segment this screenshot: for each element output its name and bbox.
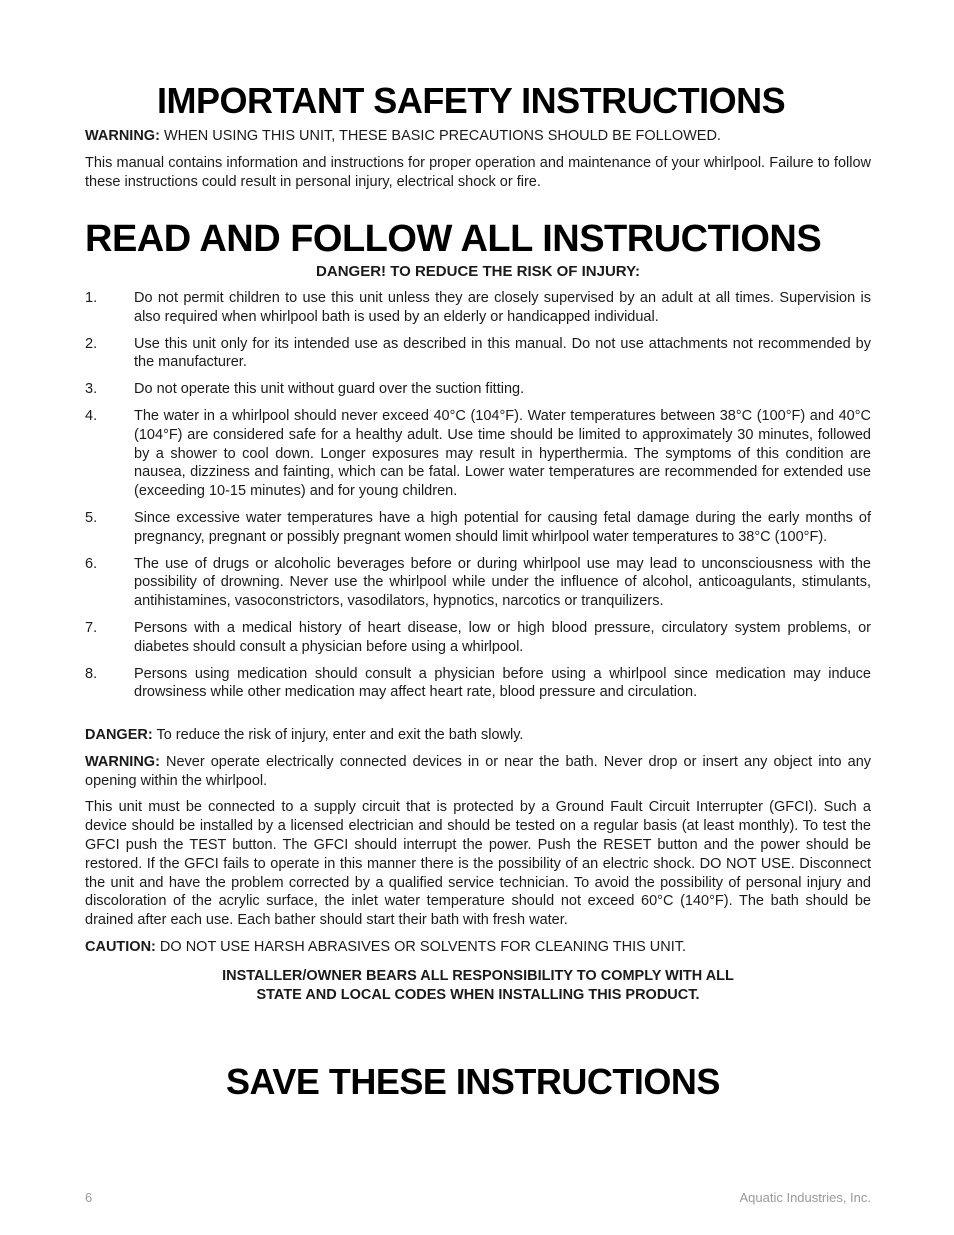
list-item (85, 289, 871, 327)
warning-text: Never operate electrically connected devices in or near the bath. Never drop or insert any object into any opening within the whirlpool. (85, 753, 872, 789)
list-item (85, 380, 871, 399)
gfci-paragraph: This unit must be connected to a supply circuit that is protected by a Ground Fault Circuit Interrupter (GFCI). Such a device should be installed by a licensed electrician and should be tested on a regular basis (at least monthly). To test the GFCI push the TEST button. The GFCI should interrupt the power. Push the RESET button and the power should be restored. If the GFCI fails to operate in this manner there is the possibility of an electric shock. DO NOT USE. Disconnect the unit and have the problem corrected by a qualified service technician. To avoid the possibility of personal injury and discoloration of the acrylic surface, the inlet water temperature should not exceed 60°C (140°F). The bath should be drained after each use. Each bather should start their bath with fresh water. (85, 799, 871, 929)
caution-notice (85, 938, 871, 957)
item-text: The use of drugs or alcoholic beverages before or during whirlpool use may lead to unconsciousness with the possibility of drowning. Never use the whirlpool while under the influence of alcohol, anticoagulants, stimulants, antihistamines, vasoconstrictors, vasodilators, hypnotics, narcotics or tranquilizers. (134, 555, 871, 610)
additional-warnings (85, 726, 871, 1005)
list-item (85, 665, 871, 703)
warning-text: WHEN USING THIS UNIT, THESE BASIC PRECAUTIONS SHOULD BE FOLLOWED. (163, 128, 721, 144)
installer-line-1: INSTALLER/OWNER BEARS ALL RESPONSIBILITY TO COMPLY WITH ALL (222, 967, 734, 984)
installer-responsibility (85, 967, 871, 1005)
item-number: 1. (85, 290, 98, 306)
warning-precautions (85, 127, 871, 146)
installer-line-2: STATE AND LOCAL CODES WHEN INSTALLING THIS PRODUCT. (256, 986, 700, 1003)
page-number: 6 (85, 1190, 93, 1205)
intro-paragraph: This manual contains information and instructions for proper operation and maintenance of your whirlpool. Failure to follow these instructions could result in personal injury, electrical shock or fire. (85, 155, 871, 190)
item-text: Do not operate this unit without guard over the suction fitting. (134, 381, 525, 398)
item-text: Persons with a medical history of heart disease, low or high blood pressure, circulatory system problems, or diabetes should consult a physician before using a whirlpool. (134, 619, 871, 655)
item-number: 2. (85, 335, 98, 352)
company-name: Aquatic Industries, Inc. (739, 1190, 871, 1205)
item-number: 3. (85, 381, 98, 398)
list-item (85, 509, 871, 547)
warning-label: WARNING: (85, 753, 160, 770)
item-number: 7. (85, 619, 98, 636)
list-item (85, 407, 871, 501)
danger-heading: DANGER! TO REDUCE THE RISK OF INJURY: (316, 263, 640, 280)
item-number: 8. (85, 665, 98, 682)
danger-text: To reduce the risk of injury, enter and exit the bath slowly. (156, 727, 524, 743)
item-text: Persons using medication should consult a physician before using a whirlpool since medication may induce drowsiness while other medication may affect heart rate, blood pressure and circulation. (134, 665, 871, 701)
instruction-list (85, 289, 871, 710)
item-text: Use this unit only for its intended use as described in this manual. Do not use attachments not recommended by the manufacturer. (134, 335, 871, 371)
title-important-safety: IMPORTANT SAFETY INSTRUCTIONS (157, 80, 786, 121)
list-item (85, 555, 871, 611)
item-text: The water in a whirlpool should never exceed 40°C (104°F). Water temperatures between 38°C (100°F) and 40°C (104°F) are considered safe for a healthy adult. Use time should be limited to approximately 30 minutes, followed by a shower to cool down. Longer exposures may result in hyperthermia. The symptoms of this condition are nausea, dizziness and fainting, which can be fatal. Lower water temperatures are recommended for extended use (exceeding 10-15 minutes) and for young children. (134, 407, 871, 500)
list-item (85, 335, 871, 373)
danger-label: DANGER: (85, 727, 153, 743)
title-read-follow: READ AND FOLLOW ALL INSTRUCTIONS (85, 218, 822, 260)
item-number: 4. (85, 407, 98, 424)
warning-label: WARNING: (85, 128, 160, 144)
warning-notice (85, 753, 871, 791)
item-number: 5. (85, 509, 98, 526)
item-text: Since excessive water temperatures have a high potential for causing fetal damage during the early months of pregnancy, pregnant or possibly pregnant women should limit whirlpool water temperatures to 38°C (100°F). (134, 509, 871, 545)
caution-label: CAUTION: (85, 938, 156, 955)
item-text: Do not permit children to use this unit unless they are closely supervised by an adult at all times. Supervision is also required when whirlpool bath is used by an elderly or handicapped individual. (134, 290, 871, 325)
danger-notice (85, 726, 871, 745)
list-item (85, 619, 871, 657)
title-save-instructions: SAVE THESE INSTRUCTIONS (226, 1061, 720, 1102)
item-number: 6. (85, 555, 98, 572)
caution-text: DO NOT USE HARSH ABRASIVES OR SOLVENTS FOR CLEANING THIS UNIT. (159, 938, 687, 955)
